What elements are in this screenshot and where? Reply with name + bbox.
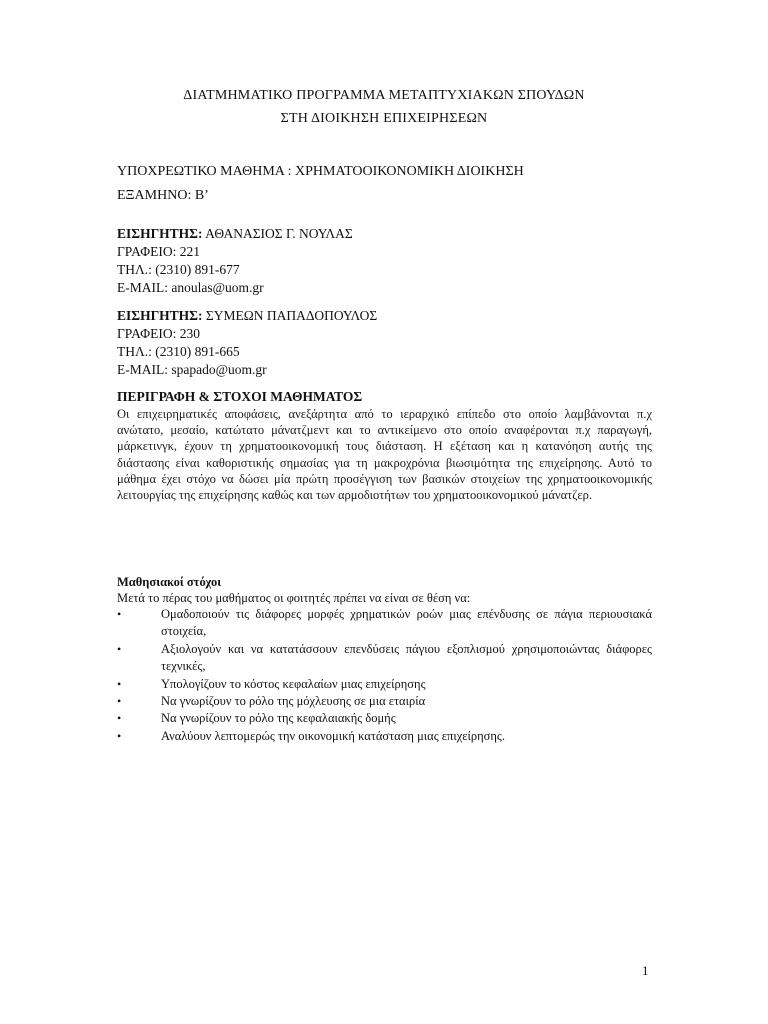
list-item-text: Υπολογίζουν το κόστος κεφαλαίων μιας επιχείρησης [161, 676, 426, 691]
instructor-1-phone: ΤΗΛ.: (2310) 891-677 [117, 262, 240, 277]
instructor-2-label: ΕΙΣΗΓΗΤΗΣ: [117, 308, 203, 323]
list-item [117, 641, 652, 676]
program-title-line-1: ΔΙΑΤΜΗΜΑΤΙΚΟ ΠΡΟΓΡΑΜΜΑ ΜΕΤΑΠΤΥΧΙΑΚΩΝ ΣΠΟΥΔΩΝ [183, 88, 585, 103]
bullet-icon: • [117, 607, 122, 621]
mandatory-course: ΥΠΟΧΡΕΩΤΙΚΟ ΜΑΘΗΜΑ : ΧΡΗΜΑΤΟΟΙΚΟΝΟΜΙΚΗ ΔΙΟΙΚΗΣΗ [117, 164, 524, 179]
bullet-icon: • [117, 728, 122, 743]
instructor-2-office: ΓΡΑΦΕΙΟ: 230 [117, 326, 201, 341]
list-item-text: Ομαδοποιούν τις διάφορες μορφές χρηματικών ροών μιας επένδυσης σε πάγια περιουσιακά στοιχεία, [161, 607, 652, 639]
list-item [117, 606, 652, 641]
bullet-icon: • [117, 676, 122, 691]
learning-objectives-intro: Μετά το πέρας του μαθήματος οι φοιτητές πρέπει να είναι σε θέση να: [117, 591, 471, 605]
list-item-text: Να γνωρίζουν το ρόλο της μόχλευσης σε μια εταιρία [161, 694, 426, 709]
program-title-line-2: ΣΤΗ ΔΙΟΙΚΗΣΗ ΕΠΙΧΕΙΡΗΣΕΩΝ [280, 111, 488, 126]
list-item [117, 710, 652, 727]
instructor-1-name: ΑΘΑΝΑΣΙΟΣ Γ. ΝΟΥΛΑΣ [202, 226, 353, 241]
instructor-2 [117, 307, 652, 379]
list-item [117, 693, 652, 710]
instructor-1-email: E-MAIL: anoulas@uom.gr [117, 280, 264, 295]
list-item [117, 676, 652, 693]
instructor-1 [117, 225, 652, 297]
instructor-2-phone: ΤΗΛ.: (2310) 891-665 [117, 344, 240, 359]
instructor-1-heading [117, 225, 652, 243]
list-item-text: Αναλύουν λεπτομερώς την οικονομική κατάσταση μιας επιχείρησης. [161, 728, 505, 743]
description-heading: ΠΕΡΙΓΡΑΦΗ & ΣΤΟΧΟΙ ΜΑΘΗΜΑΤΟΣ [117, 389, 363, 404]
semester: ΕΞΑΜΗΝΟ: Β’ [117, 188, 209, 203]
course-info [117, 160, 652, 208]
instructor-2-email: E-MAIL: spapado@uom.gr [117, 362, 267, 377]
description-text: Οι επιχειρηματικές αποφάσεις, ανεξάρτητα από το ιεραρχικό επίπεδο στο οποίο λαμβάνονται π.χ ανώτατο, μεσαίο, κατώτατο μάνατζμεντ και το αντικείμενο στο οποίο αναφέρονται π.χ παραγωγή, μάρκετινγκ, έχουν τη χρηματοοικονομική τους διάσταση. Η εξέταση και η κατανόηση αυτής της διάστασης είναι καθοριστικής σημασίας για τη μακροχρόνια βιωσιμότητα της επιχείρησης. Αυτό το μάθημα έχει στόχο να δώσει μία πρώτη προσέγγιση των βασικών στοιχείων της χρηματοοικονομικής λειτουργίας της επιχείρησης καθώς και των αρμοδιοτήτων του χρηματοοικονομικού μάνατζερ. [117, 407, 652, 503]
page-number: 1 [642, 963, 649, 978]
learning-objectives-heading: Μαθησιακοί στόχοι [117, 575, 222, 589]
instructor-1-label: ΕΙΣΗΓΗΤΗΣ: [117, 226, 203, 241]
instructor-1-office: ΓΡΑΦΕΙΟ: 221 [117, 244, 201, 259]
list-item-text: Αξιολογούν και να κατατάσσουν επενδύσεις πάγιου εξοπλισμού χρησιμοποιώντας διάφορες τεχνικές, [161, 641, 652, 674]
list-item [117, 728, 652, 745]
learning-objectives-list [117, 606, 652, 745]
bullet-icon: • [117, 711, 122, 726]
instructor-2-name: ΣΥΜΕΩΝ ΠΑΠΑΔΟΠΟΥΛΟΣ [202, 308, 378, 323]
bullet-icon: • [117, 641, 122, 656]
instructor-2-heading [117, 307, 652, 325]
list-item-text: Να γνωρίζουν το ρόλο της κεφαλαιακής δομής [161, 711, 396, 726]
bullet-icon: • [117, 694, 122, 709]
